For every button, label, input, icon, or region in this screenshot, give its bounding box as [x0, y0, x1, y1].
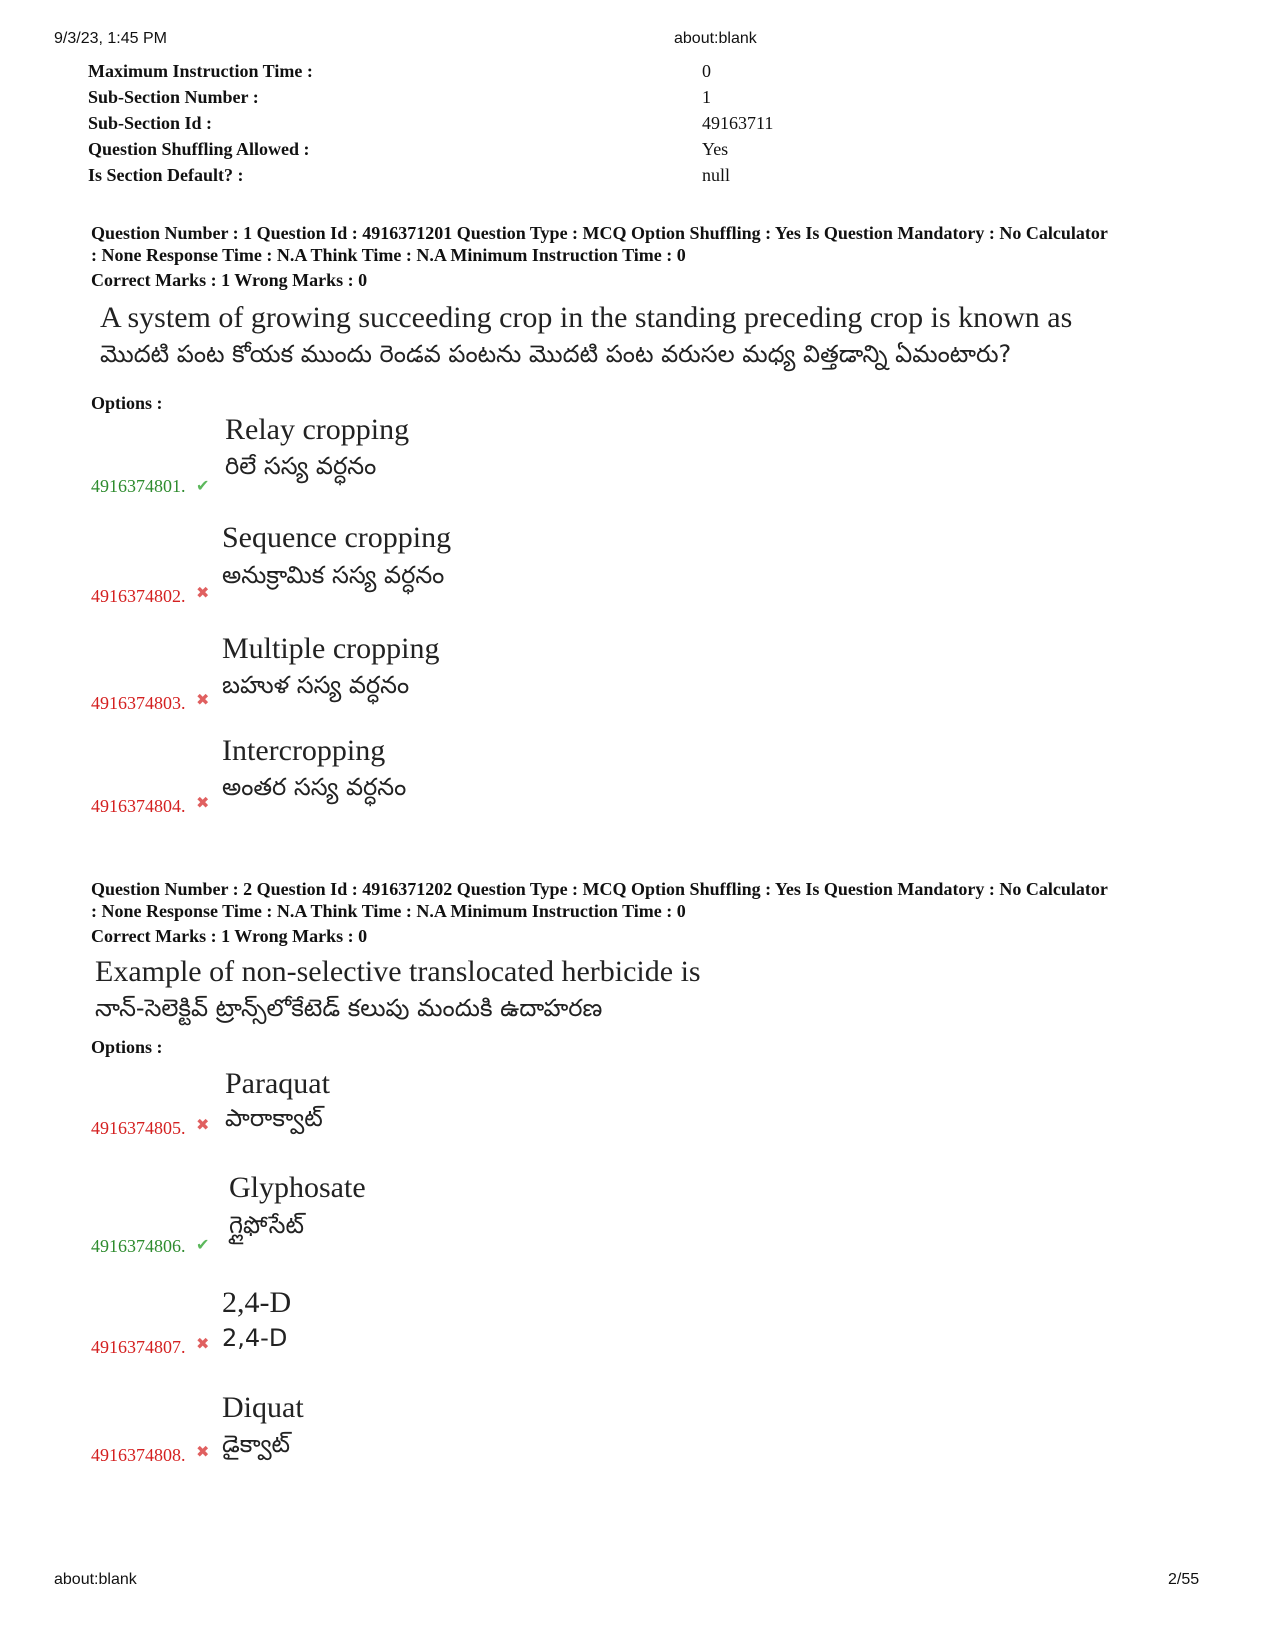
meta-label: Is Section Default? : [88, 165, 244, 185]
print-datetime: 9/3/23, 1:45 PM [54, 30, 167, 47]
cross-icon: ✖ [196, 690, 210, 709]
option-text-en: Multiple cropping [222, 632, 440, 665]
option-text-te: అనుక్రామిక సస్య వర్ధనం [222, 561, 445, 589]
options-label: Options : [91, 393, 163, 413]
option-text-en: Paraquat [225, 1067, 330, 1100]
question-meta [91, 222, 1201, 266]
cross-icon: ✖ [196, 1334, 210, 1353]
option-text-en: Glyphosate [229, 1171, 366, 1204]
meta-label: Sub-Section Id : [88, 113, 213, 133]
meta-value: null [702, 165, 731, 185]
option-text-en: Sequence cropping [222, 521, 452, 554]
option-id: 4916374807. [91, 1337, 186, 1357]
option-id: 4916374804. [91, 796, 186, 816]
question-meta-line: Question Number : 2 Question Id : 4916371202 Question Type : MCQ Option Shuffling : Yes Is Question Mandatory : No Calculator [91, 879, 1108, 899]
question-marks: Correct Marks : 1 Wrong Marks : 0 [91, 270, 368, 290]
option-id: 4916374808. [91, 1445, 186, 1465]
question-text-en: Example of non-selective translocated herbicide is [95, 955, 701, 988]
option-text-en: 2,4-D [222, 1286, 292, 1319]
option-id: 4916374803. [91, 693, 186, 713]
option-text-en: Intercropping [222, 734, 386, 767]
print-page-title: about:blank [674, 30, 757, 47]
cross-icon: ✖ [196, 1115, 210, 1134]
meta-label: Question Shuffling Allowed : [88, 139, 310, 159]
cross-icon: ✖ [196, 583, 210, 602]
options-label: Options : [91, 1037, 163, 1057]
option-id: 4916374802. [91, 586, 186, 606]
question-meta-line: : None Response Time : N.A Think Time : N.A Minimum Instruction Time : 0 [91, 245, 686, 265]
cross-icon: ✖ [196, 1442, 210, 1461]
option-text-te: డైక్వాట్ [222, 1430, 291, 1458]
meta-value: 1 [702, 87, 711, 107]
question-text-en: A system of growing succeeding crop in the standing preceding crop is known as [100, 301, 1073, 334]
meta-label: Sub-Section Number : [88, 87, 259, 107]
question-meta-line: : None Response Time : N.A Think Time : N.A Minimum Instruction Time : 0 [91, 901, 686, 921]
option-text-te: గ్లైఫోసేట్ [229, 1211, 304, 1239]
cross-icon: ✖ [196, 793, 210, 812]
option-text-en: Diquat [222, 1391, 304, 1424]
option-text-te: అంతర సస్య వర్ధనం [222, 773, 407, 801]
option-text-en: Relay cropping [225, 413, 410, 446]
option-id: 4916374801. [91, 476, 186, 496]
meta-value: Yes [702, 139, 729, 159]
print-page-number: 2/55 [1168, 1571, 1200, 1588]
option-text-te: బహుళ సస్య వర్ధనం [222, 671, 410, 699]
check-icon: ✔ [196, 1235, 210, 1254]
question-marks: Correct Marks : 1 Wrong Marks : 0 [91, 926, 368, 946]
option-id: 4916374805. [91, 1118, 186, 1138]
print-footer-url: about:blank [54, 1571, 137, 1588]
check-icon: ✔ [196, 476, 210, 495]
question-meta [91, 878, 1201, 922]
option-text-te: 2,4-D [222, 1324, 288, 1352]
question-text-te: నాన్-సెలెక్టివ్ ట్రాన్స్‌లోకేటెడ్ కలుపు మందుకి ఉదాహరణ [95, 994, 603, 1022]
option-text-te: పారాక్వాట్ [225, 1104, 323, 1132]
meta-value: 0 [702, 61, 711, 81]
meta-label: Maximum Instruction Time : [88, 61, 313, 81]
question-meta-line: Question Number : 1 Question Id : 4916371201 Question Type : MCQ Option Shuffling : Yes Is Question Mandatory : No Calculator [91, 223, 1108, 243]
question-text-te: మొదటి పంట కోయక ముందు రెండవ పంటను మొదటి పంట వరుసల మధ్య విత్తడాన్ని ఏమంటారు? [100, 340, 1012, 368]
option-text-te: రిలే సస్య వర్ధనం [225, 452, 377, 480]
option-id: 4916374806. [91, 1236, 186, 1256]
meta-value: 49163711 [702, 113, 774, 133]
